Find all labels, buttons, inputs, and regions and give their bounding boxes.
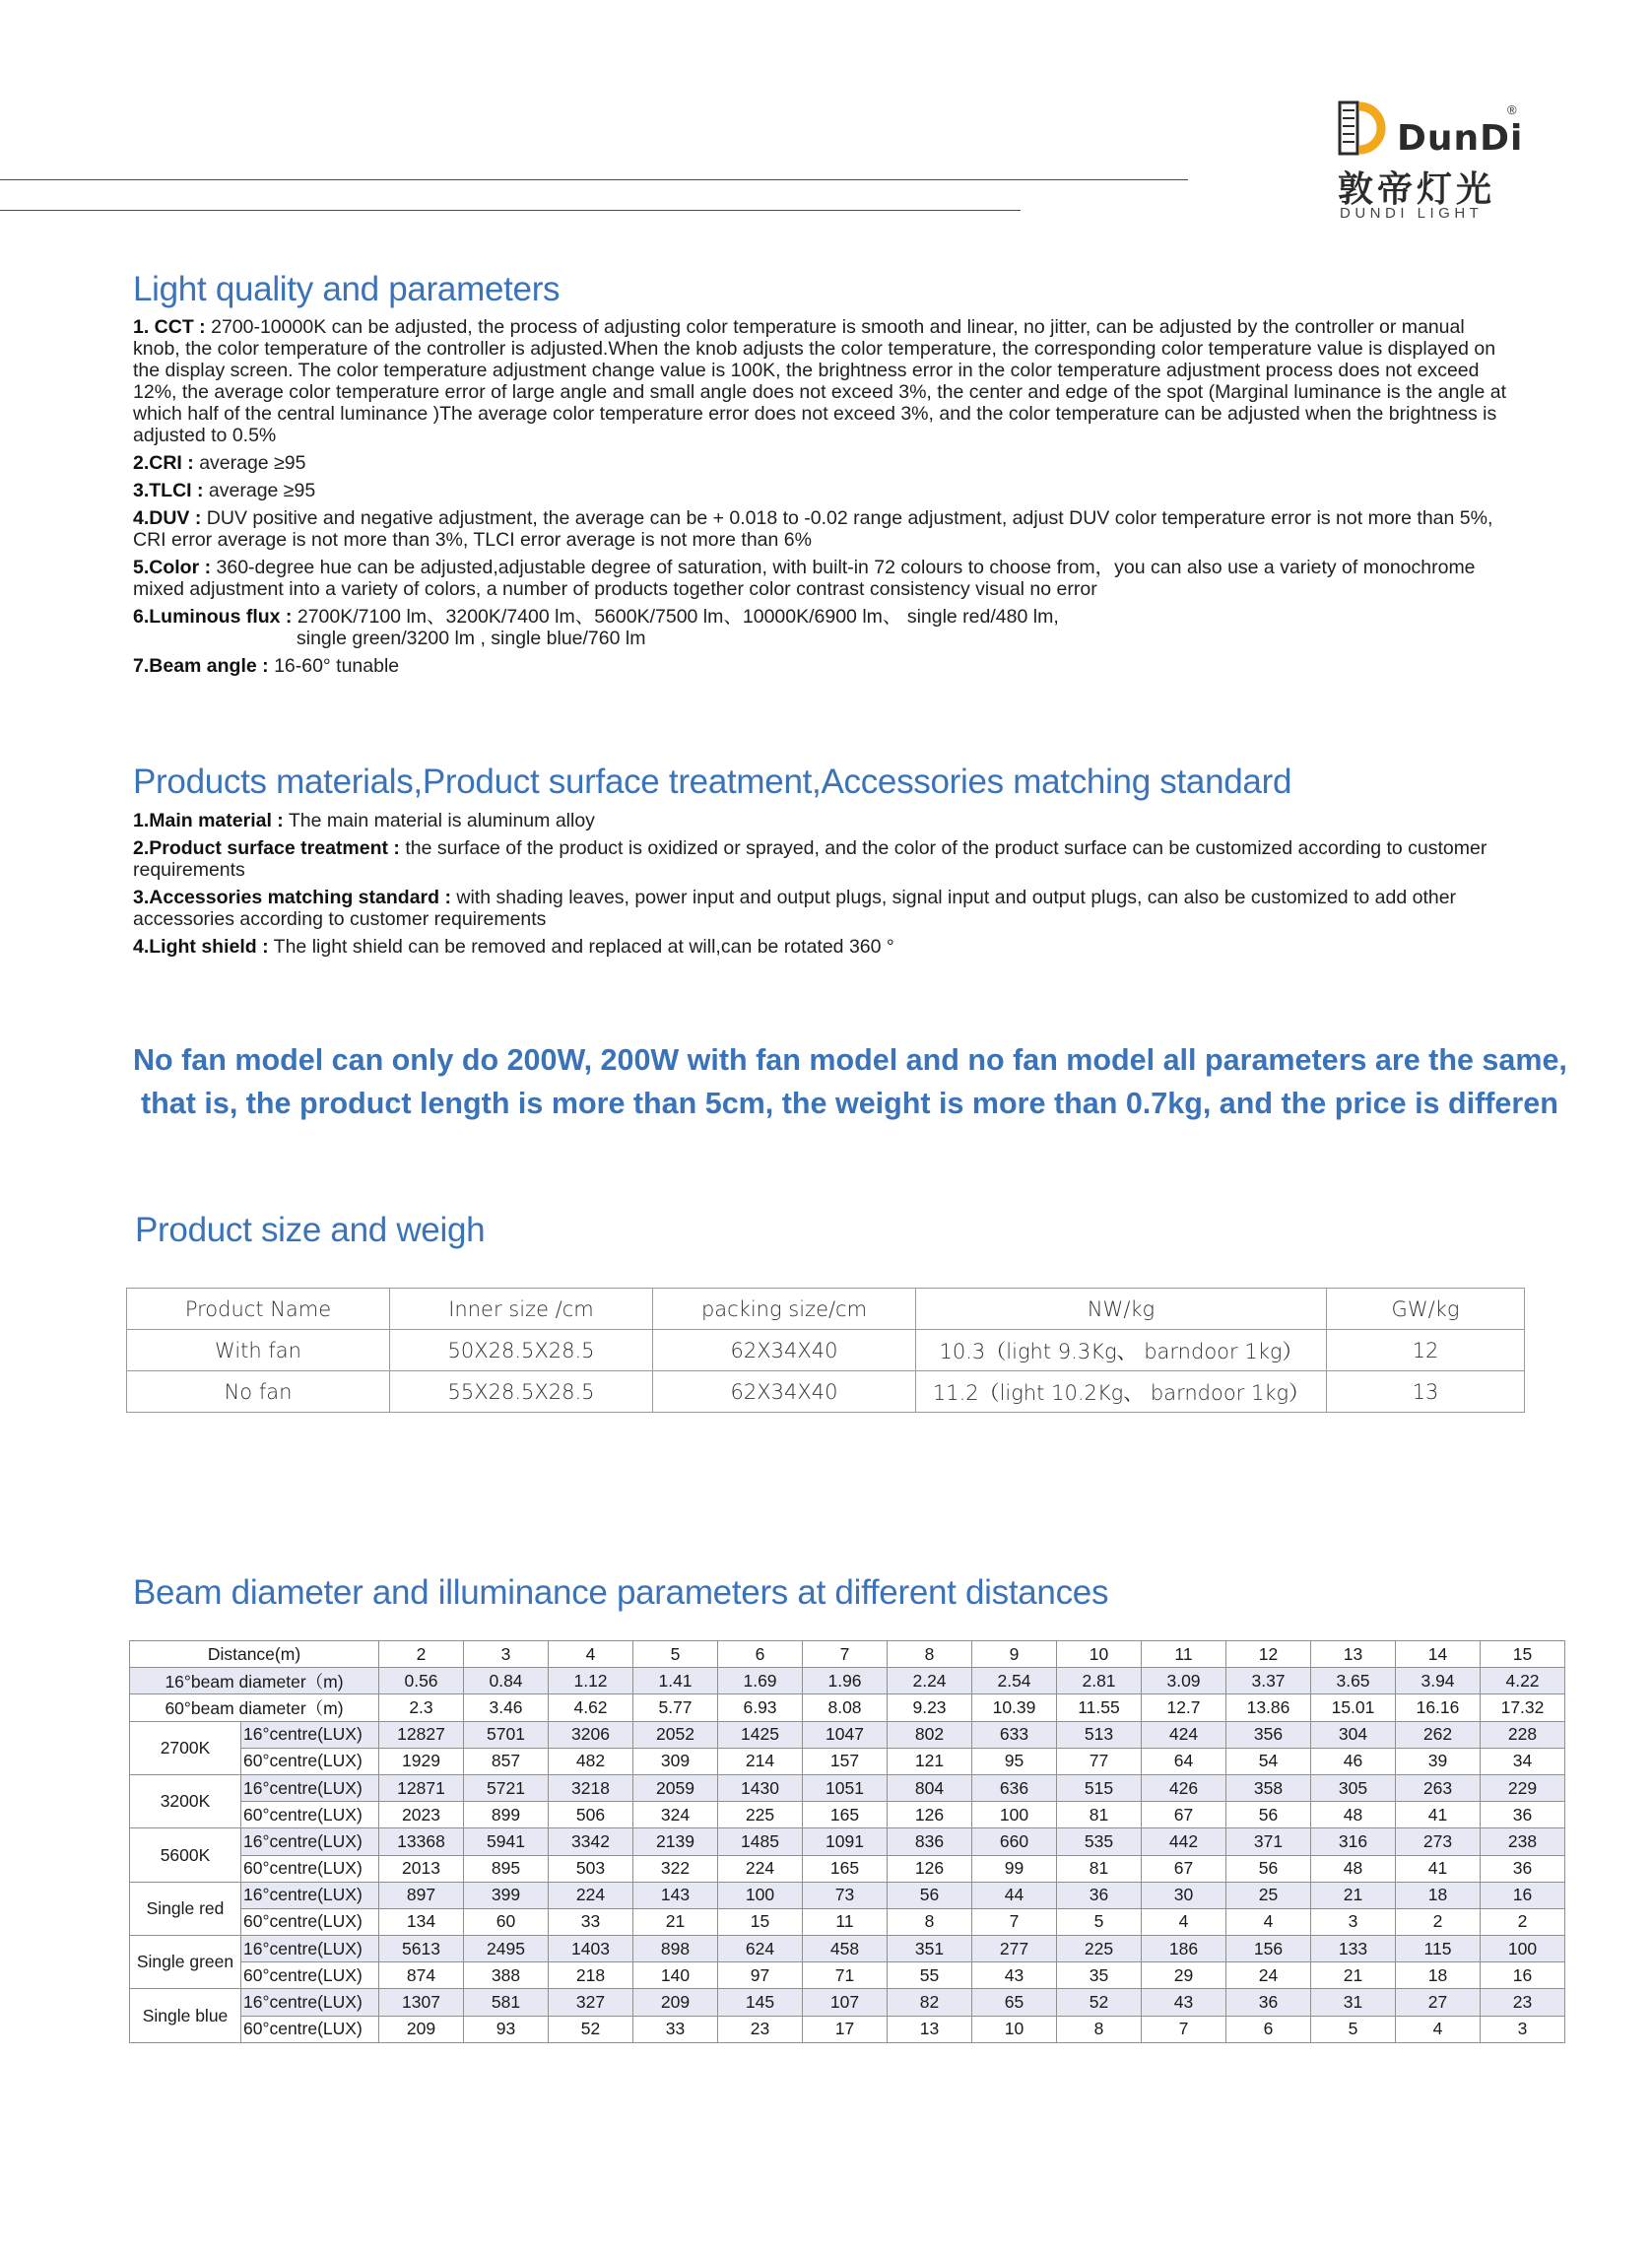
beam-value-cell: 899 (464, 1802, 549, 1828)
beam-value-cell: 126 (888, 1802, 972, 1828)
beam-value-cell: 214 (718, 1748, 803, 1774)
size-col-header: Product Name (127, 1289, 390, 1330)
beam-value-cell: 9 (972, 1641, 1057, 1668)
table-row (130, 1908, 1565, 1935)
header-rule-top (0, 179, 1188, 180)
beam-value-cell: 55 (888, 1962, 972, 1989)
beam-value-cell: 56 (888, 1882, 972, 1908)
beam-value-cell: 277 (972, 1936, 1057, 1962)
beam-value-cell: 5941 (464, 1828, 549, 1855)
beam-value-cell: 2059 (633, 1774, 718, 1801)
beam-value-cell: 324 (633, 1802, 718, 1828)
beam-sub-label: 16°centre(LUX) (241, 1721, 379, 1748)
beam-value-cell: 82 (888, 1989, 972, 2016)
beam-value-cell: 43 (1142, 1989, 1226, 2016)
section-title-size-weight: Product size and weigh (135, 1211, 486, 1249)
beam-value-cell: 2 (1481, 1908, 1565, 1935)
beam-group-label: 5600K (130, 1828, 241, 1882)
table-row (130, 1802, 1565, 1828)
beam-value-cell: 165 (803, 1802, 888, 1828)
size-cell: 10.3（light 9.3Kg、 barndoor 1kg） (916, 1330, 1327, 1371)
fan-model-note (133, 1038, 1611, 1125)
beam-value-cell: 143 (633, 1882, 718, 1908)
size-cell: 55X28.5X28.5 (390, 1371, 653, 1413)
table-row (127, 1371, 1525, 1413)
beam-row-label: 60°beam diameter（m) (130, 1694, 379, 1721)
beam-value-cell: 186 (1142, 1936, 1226, 1962)
beam-value-cell: 36 (1226, 1989, 1311, 2016)
beam-value-cell: 8.08 (803, 1694, 888, 1721)
beam-value-cell: 23 (718, 2016, 803, 2042)
beam-value-cell: 3.65 (1311, 1668, 1396, 1694)
beam-value-cell: 3 (1311, 1908, 1396, 1935)
beam-value-cell: 5 (1311, 2016, 1396, 2042)
beam-value-cell: 73 (803, 1882, 888, 1908)
beam-value-cell: 95 (972, 1748, 1057, 1774)
beam-value-cell: 13368 (379, 1828, 464, 1855)
logo-registered-mark: ® (1507, 102, 1517, 117)
beam-value-cell: 67 (1142, 1802, 1226, 1828)
beam-value-cell: 358 (1226, 1774, 1311, 1801)
beam-value-cell: 1485 (718, 1828, 803, 1855)
beam-value-cell: 2495 (464, 1936, 549, 1962)
beam-value-cell: 33 (633, 2016, 718, 2042)
beam-value-cell: 81 (1057, 1802, 1142, 1828)
material-surface: 2.Product surface treatment : the surface of the product is oxidized or sprayed, and the color of the product surface can be customized according to customer requirements (133, 837, 1487, 881)
beam-value-cell: 36 (1481, 1855, 1565, 1882)
beam-value-cell: 56 (1226, 1855, 1311, 1882)
beam-value-cell: 36 (1057, 1882, 1142, 1908)
beam-value-cell: 10.39 (972, 1694, 1057, 1721)
beam-value-cell: 399 (464, 1882, 549, 1908)
beam-value-cell: 804 (888, 1774, 972, 1801)
beam-value-cell: 224 (718, 1855, 803, 1882)
beam-value-cell: 27 (1396, 1989, 1481, 2016)
beam-value-cell: 897 (379, 1882, 464, 1908)
beam-value-cell: 4 (549, 1641, 633, 1668)
table-row (130, 1828, 1565, 1855)
beam-value-cell: 23 (1481, 1989, 1565, 2016)
beam-value-cell: 2.3 (379, 1694, 464, 1721)
beam-value-cell: 41 (1396, 1802, 1481, 1828)
logo-wordmark: DunDi (1397, 118, 1524, 159)
beam-value-cell: 25 (1226, 1882, 1311, 1908)
beam-value-cell: 1091 (803, 1828, 888, 1855)
beam-sub-label: 16°centre(LUX) (241, 1774, 379, 1801)
beam-value-cell: 115 (1396, 1936, 1481, 1962)
beam-value-cell: 15.01 (1311, 1694, 1396, 1721)
beam-value-cell: 97 (718, 1962, 803, 1989)
beam-value-cell: 2139 (633, 1828, 718, 1855)
beam-value-cell: 18 (1396, 1882, 1481, 1908)
beam-value-cell: 371 (1226, 1828, 1311, 1855)
beam-value-cell: 322 (633, 1855, 718, 1882)
beam-value-cell: 17 (803, 2016, 888, 2042)
beam-group-label: Single green (130, 1936, 241, 1989)
beam-value-cell: 5.77 (633, 1694, 718, 1721)
beam-value-cell: 5 (1057, 1908, 1142, 1935)
beam-value-cell: 316 (1311, 1828, 1396, 1855)
beam-value-cell: 156 (1226, 1936, 1311, 1962)
beam-value-cell: 3218 (549, 1774, 633, 1801)
beam-value-cell: 56 (1226, 1802, 1311, 1828)
beam-value-cell: 11.55 (1057, 1694, 1142, 1721)
materials-list (133, 810, 1512, 963)
beam-value-cell: 3.37 (1226, 1668, 1311, 1694)
beam-value-cell: 18 (1396, 1962, 1481, 1989)
table-row (127, 1330, 1525, 1371)
beam-value-cell: 238 (1481, 1828, 1565, 1855)
param-beam-angle: 7.Beam angle : 16-60° tunable (133, 655, 400, 677)
beam-value-cell: 503 (549, 1855, 633, 1882)
size-col-header: Inner size /cm (390, 1289, 653, 1330)
beam-value-cell: 1425 (718, 1721, 803, 1748)
beam-value-cell: 64 (1142, 1748, 1226, 1774)
beam-sub-label: 16°centre(LUX) (241, 1828, 379, 1855)
beam-value-cell: 21 (1311, 1882, 1396, 1908)
beam-value-cell: 5 (633, 1641, 718, 1668)
beam-value-cell: 9.23 (888, 1694, 972, 1721)
beam-value-cell: 309 (633, 1748, 718, 1774)
beam-value-cell: 8 (1057, 2016, 1142, 2042)
dundi-logo-mark-icon (1338, 99, 1397, 158)
beam-group-label: 3200K (130, 1774, 241, 1827)
beam-value-cell: 12.7 (1142, 1694, 1226, 1721)
beam-value-cell: 2.54 (972, 1668, 1057, 1694)
beam-value-cell: 263 (1396, 1774, 1481, 1801)
beam-value-cell: 3342 (549, 1828, 633, 1855)
beam-value-cell: 7 (972, 1908, 1057, 1935)
beam-value-cell: 16 (1481, 1962, 1565, 1989)
beam-illuminance-table (129, 1640, 1565, 2043)
beam-sub-label: 16°centre(LUX) (241, 1882, 379, 1908)
beam-value-cell: 16 (1481, 1882, 1565, 1908)
param-cct: 1. CCT : 2700-10000K can be adjusted, the process of adjusting color temperature is smooth and linear, no jitter, can be adjusted by the controller or manual knob, the color temperature of the controller is adjusted.When the knob adjusts the color temperature, the corresponding color temperature value is displayed on the display screen. The color temperature adjustment change value is 100K, the brightness error in the color temperature adjustment process does not exceed 12%, the average color temperature error of large angle and small angle does not exceed 3%, the center and edge of the spot (Marginal luminance is the angle at which half of the central luminance )The average color temperature error does not exceed 3%, and the color temperature can be adjusted when the brightness is adjusted to 0.5% (133, 316, 1507, 446)
size-cell: 11.2（light 10.2Kg、 barndoor 1kg） (916, 1371, 1327, 1413)
beam-value-cell: 4.62 (549, 1694, 633, 1721)
beam-value-cell: 14 (1396, 1641, 1481, 1668)
beam-value-cell: 4 (1396, 2016, 1481, 2042)
beam-value-cell: 100 (1481, 1936, 1565, 1962)
beam-value-cell: 229 (1481, 1774, 1565, 1801)
size-cell: 62X34X40 (653, 1371, 916, 1413)
beam-value-cell: 2023 (379, 1802, 464, 1828)
beam-value-cell: 898 (633, 1936, 718, 1962)
beam-value-cell: 39 (1396, 1748, 1481, 1774)
beam-value-cell: 15 (1481, 1641, 1565, 1668)
beam-value-cell: 209 (379, 2016, 464, 2042)
beam-value-cell: 11 (1142, 1641, 1226, 1668)
beam-value-cell: 225 (718, 1802, 803, 1828)
size-cell: 62X34X40 (653, 1330, 916, 1371)
beam-value-cell: 836 (888, 1828, 972, 1855)
beam-value-cell: 5613 (379, 1936, 464, 1962)
beam-group-label: Single blue (130, 1989, 241, 2042)
beam-value-cell: 3 (1481, 2016, 1565, 2042)
beam-value-cell: 327 (549, 1989, 633, 2016)
beam-value-cell: 6 (718, 1641, 803, 1668)
beam-value-cell: 1307 (379, 1989, 464, 2016)
beam-distance-row (130, 1641, 1565, 1668)
beam-value-cell: 3206 (549, 1721, 633, 1748)
table-row (130, 1989, 1565, 2016)
beam-value-cell: 165 (803, 1855, 888, 1882)
beam-row-label: 16°beam diameter（m) (130, 1668, 379, 1694)
beam-value-cell: 134 (379, 1908, 464, 1935)
beam-value-cell: 6 (1226, 2016, 1311, 2042)
beam-value-cell: 2.24 (888, 1668, 972, 1694)
beam-value-cell: 802 (888, 1721, 972, 1748)
beam-value-cell: 633 (972, 1721, 1057, 1748)
beam-value-cell: 895 (464, 1855, 549, 1882)
beam-value-cell: 17.32 (1481, 1694, 1565, 1721)
beam-sub-label: 60°centre(LUX) (241, 2016, 379, 2042)
beam-value-cell: 16.16 (1396, 1694, 1481, 1721)
material-main: 1.Main material : The main material is aluminum alloy (133, 810, 595, 831)
beam-value-cell: 4 (1142, 1908, 1226, 1935)
beam-value-cell: 1403 (549, 1936, 633, 1962)
beam-value-cell: 2 (379, 1641, 464, 1668)
beam-value-cell: 33 (549, 1908, 633, 1935)
beam-value-cell: 388 (464, 1962, 549, 1989)
beam-group-label: Single red (130, 1882, 241, 1935)
table-row (130, 1936, 1565, 1962)
beam-value-cell: 11 (803, 1908, 888, 1935)
beam-value-cell: 5721 (464, 1774, 549, 1801)
beam-value-cell: 8 (888, 1908, 972, 1935)
material-light-shield: 4.Light shield : The light shield can be removed and replaced at will,can be rotated 360 ° (133, 936, 894, 958)
size-col-header: packing size/cm (653, 1289, 916, 1330)
table-row (130, 1962, 1565, 1989)
beam-value-cell: 43 (972, 1962, 1057, 1989)
beam-value-cell: 513 (1057, 1721, 1142, 1748)
beam-value-cell: 65 (972, 1989, 1057, 2016)
beam-value-cell: 3 (464, 1641, 549, 1668)
section-title-beam-illuminance: Beam diameter and illuminance parameters at different distances (133, 1573, 1109, 1612)
size-col-header: GW/kg (1327, 1289, 1525, 1330)
beam-sub-label: 16°centre(LUX) (241, 1936, 379, 1962)
light-quality-list (133, 316, 1512, 683)
beam-value-cell: 24 (1226, 1962, 1311, 1989)
beam-value-cell: 71 (803, 1962, 888, 1989)
beam-value-cell: 6.93 (718, 1694, 803, 1721)
beam-value-cell: 10 (1057, 1641, 1142, 1668)
beam-60-diameter-row (130, 1694, 1565, 1721)
beam-value-cell: 636 (972, 1774, 1057, 1801)
beam-sub-label: 60°centre(LUX) (241, 1802, 379, 1828)
beam-value-cell: 31 (1311, 1989, 1396, 2016)
beam-value-cell: 581 (464, 1989, 549, 2016)
beam-value-cell: 2052 (633, 1721, 718, 1748)
beam-value-cell: 424 (1142, 1721, 1226, 1748)
beam-value-cell: 52 (1057, 1989, 1142, 2016)
beam-value-cell: 41 (1396, 1855, 1481, 1882)
beam-value-cell: 93 (464, 2016, 549, 2042)
beam-value-cell: 1.69 (718, 1668, 803, 1694)
beam-value-cell: 3.09 (1142, 1668, 1226, 1694)
beam-value-cell: 426 (1142, 1774, 1226, 1801)
material-accessories: 3.Accessories matching standard : with shading leaves, power input and output plugs, signal input and output plugs, can also be customized to add other accessories according to customer requirements (133, 887, 1457, 930)
beam-value-cell: 13 (888, 2016, 972, 2042)
beam-value-cell: 29 (1142, 1962, 1226, 1989)
beam-value-cell: 145 (718, 1989, 803, 2016)
logo-chinese-name: 敦帝灯光 (1338, 169, 1496, 210)
header-rule-bottom (0, 210, 1021, 211)
beam-value-cell: 4.22 (1481, 1668, 1565, 1694)
beam-value-cell: 1430 (718, 1774, 803, 1801)
beam-value-cell: 874 (379, 1962, 464, 1989)
size-cell: 12 (1327, 1330, 1525, 1371)
size-cell: 13 (1327, 1371, 1525, 1413)
table-row (130, 1855, 1565, 1882)
beam-value-cell: 1047 (803, 1721, 888, 1748)
beam-value-cell: 100 (972, 1802, 1057, 1828)
beam-value-cell: 48 (1311, 1855, 1396, 1882)
beam-value-cell: 100 (718, 1882, 803, 1908)
beam-value-cell: 1.96 (803, 1668, 888, 1694)
beam-value-cell: 52 (549, 2016, 633, 2042)
beam-value-cell: 99 (972, 1855, 1057, 1882)
beam-value-cell: 458 (803, 1936, 888, 1962)
beam-group-label: 2700K (130, 1721, 241, 1774)
beam-sub-label: 60°centre(LUX) (241, 1962, 379, 1989)
beam-value-cell: 4 (1226, 1908, 1311, 1935)
beam-value-cell: 140 (633, 1962, 718, 1989)
beam-value-cell: 1.12 (549, 1668, 633, 1694)
beam-value-cell: 262 (1396, 1721, 1481, 1748)
param-cri: 2.CRI : average ≥95 (133, 452, 306, 474)
beam-value-cell: 305 (1311, 1774, 1396, 1801)
size-cell: 50X28.5X28.5 (390, 1330, 653, 1371)
beam-sub-label: 16°centre(LUX) (241, 1989, 379, 2016)
beam-value-cell: 8 (888, 1641, 972, 1668)
param-duv: 4.DUV : DUV positive and negative adjustment, the average can be + 0.018 to -0.02 range adjustment, adjust DUV color temperature error is not more than 5%, CRI error average is not more than 3%, TLCI error average is not more than 6% (133, 507, 1493, 551)
beam-value-cell: 2013 (379, 1855, 464, 1882)
fan-model-note-line2: that is, the product length is more than 5cm, the weight is more than 0.7kg, and the price is differen (141, 1087, 1558, 1120)
beam-value-cell: 13.86 (1226, 1694, 1311, 1721)
beam-value-cell: 3.94 (1396, 1668, 1481, 1694)
beam-value-cell: 209 (633, 1989, 718, 2016)
section-title-light-quality: Light quality and parameters (133, 270, 561, 308)
beam-value-cell: 13 (1311, 1641, 1396, 1668)
beam-value-cell: 21 (633, 1908, 718, 1935)
beam-value-cell: 660 (972, 1828, 1057, 1855)
beam-value-cell: 515 (1057, 1774, 1142, 1801)
beam-value-cell: 224 (549, 1882, 633, 1908)
dundi-logo (1338, 95, 1524, 225)
beam-value-cell: 273 (1396, 1828, 1481, 1855)
beam-value-cell: 12 (1226, 1641, 1311, 1668)
table-row (130, 1882, 1565, 1908)
table-row (130, 1774, 1565, 1801)
param-luminous-flux: 6.Luminous flux : 2700K/7100 lm、3200K/7400 lm、5600K/7500 lm、10000K/6900 lm、 single red/480 lm, single green/3200 lm , single blue/760 lm (133, 606, 1059, 649)
beam-value-cell: 21 (1311, 1962, 1396, 1989)
logo-english-name: DUNDI LIGHT (1340, 205, 1484, 222)
beam-value-cell: 60 (464, 1908, 549, 1935)
beam-value-cell: 356 (1226, 1721, 1311, 1748)
beam-value-cell: 157 (803, 1748, 888, 1774)
beam-value-cell: 0.84 (464, 1668, 549, 1694)
param-tlci: 3.TLCI : average ≥95 (133, 480, 316, 501)
beam-value-cell: 44 (972, 1882, 1057, 1908)
fan-model-note-line1: No fan model can only do 200W, 200W with fan model and no fan model all parameters are the same, (133, 1043, 1567, 1077)
beam-sub-label: 60°centre(LUX) (241, 1748, 379, 1774)
beam-value-cell: 77 (1057, 1748, 1142, 1774)
beam-value-cell: 133 (1311, 1936, 1396, 1962)
beam-value-cell: 0.56 (379, 1668, 464, 1694)
table-row (130, 1721, 1565, 1748)
param-color: 5.Color : 360-degree hue can be adjusted,adjustable degree of saturation, with built-in 72 colours to choose from，you can also use a variety of monochrome mixed adjustment into a variety of colors, a number of products together color contrast consistency visual no error (133, 557, 1476, 600)
beam-value-cell: 107 (803, 1989, 888, 2016)
beam-value-cell: 218 (549, 1962, 633, 1989)
beam-value-cell: 1929 (379, 1748, 464, 1774)
beam-value-cell: 2.81 (1057, 1668, 1142, 1694)
beam-sub-label: 60°centre(LUX) (241, 1855, 379, 1882)
beam-value-cell: 1051 (803, 1774, 888, 1801)
table-row (130, 2016, 1565, 2042)
beam-value-cell: 506 (549, 1802, 633, 1828)
beam-value-cell: 121 (888, 1748, 972, 1774)
size-cell: With fan (127, 1330, 390, 1371)
beam-value-cell: 5701 (464, 1721, 549, 1748)
beam-value-cell: 46 (1311, 1748, 1396, 1774)
beam-value-cell: 7 (1142, 2016, 1226, 2042)
beam-value-cell: 857 (464, 1748, 549, 1774)
beam-value-cell: 15 (718, 1908, 803, 1935)
beam-value-cell: 442 (1142, 1828, 1226, 1855)
beam-value-cell: 54 (1226, 1748, 1311, 1774)
size-col-header: NW/kg (916, 1289, 1327, 1330)
beam-value-cell: 624 (718, 1936, 803, 1962)
beam-value-cell: 3.46 (464, 1694, 549, 1721)
beam-value-cell: 304 (1311, 1721, 1396, 1748)
beam-value-cell: 535 (1057, 1828, 1142, 1855)
beam-row-label: Distance(m) (130, 1641, 379, 1668)
beam-value-cell: 12871 (379, 1774, 464, 1801)
beam-value-cell: 34 (1481, 1748, 1565, 1774)
beam-value-cell: 7 (803, 1641, 888, 1668)
size-cell: No fan (127, 1371, 390, 1413)
beam-value-cell: 351 (888, 1936, 972, 1962)
beam-sub-label: 60°centre(LUX) (241, 1908, 379, 1935)
beam-value-cell: 482 (549, 1748, 633, 1774)
beam-value-cell: 2 (1396, 1908, 1481, 1935)
beam-value-cell: 225 (1057, 1936, 1142, 1962)
beam-value-cell: 67 (1142, 1855, 1226, 1882)
beam-value-cell: 36 (1481, 1802, 1565, 1828)
beam-value-cell: 30 (1142, 1882, 1226, 1908)
beam-value-cell: 35 (1057, 1962, 1142, 1989)
beam-16-diameter-row (130, 1668, 1565, 1694)
section-title-materials: Products materials,Product surface treatment,Accessories matching standard (133, 763, 1292, 801)
beam-value-cell: 126 (888, 1855, 972, 1882)
beam-value-cell: 10 (972, 2016, 1057, 2042)
beam-value-cell: 228 (1481, 1721, 1565, 1748)
size-table-header-row (127, 1289, 1525, 1330)
beam-value-cell: 48 (1311, 1802, 1396, 1828)
beam-value-cell: 1.41 (633, 1668, 718, 1694)
beam-value-cell: 81 (1057, 1855, 1142, 1882)
size-weight-table (126, 1288, 1525, 1413)
beam-value-cell: 12827 (379, 1721, 464, 1748)
table-row (130, 1748, 1565, 1774)
